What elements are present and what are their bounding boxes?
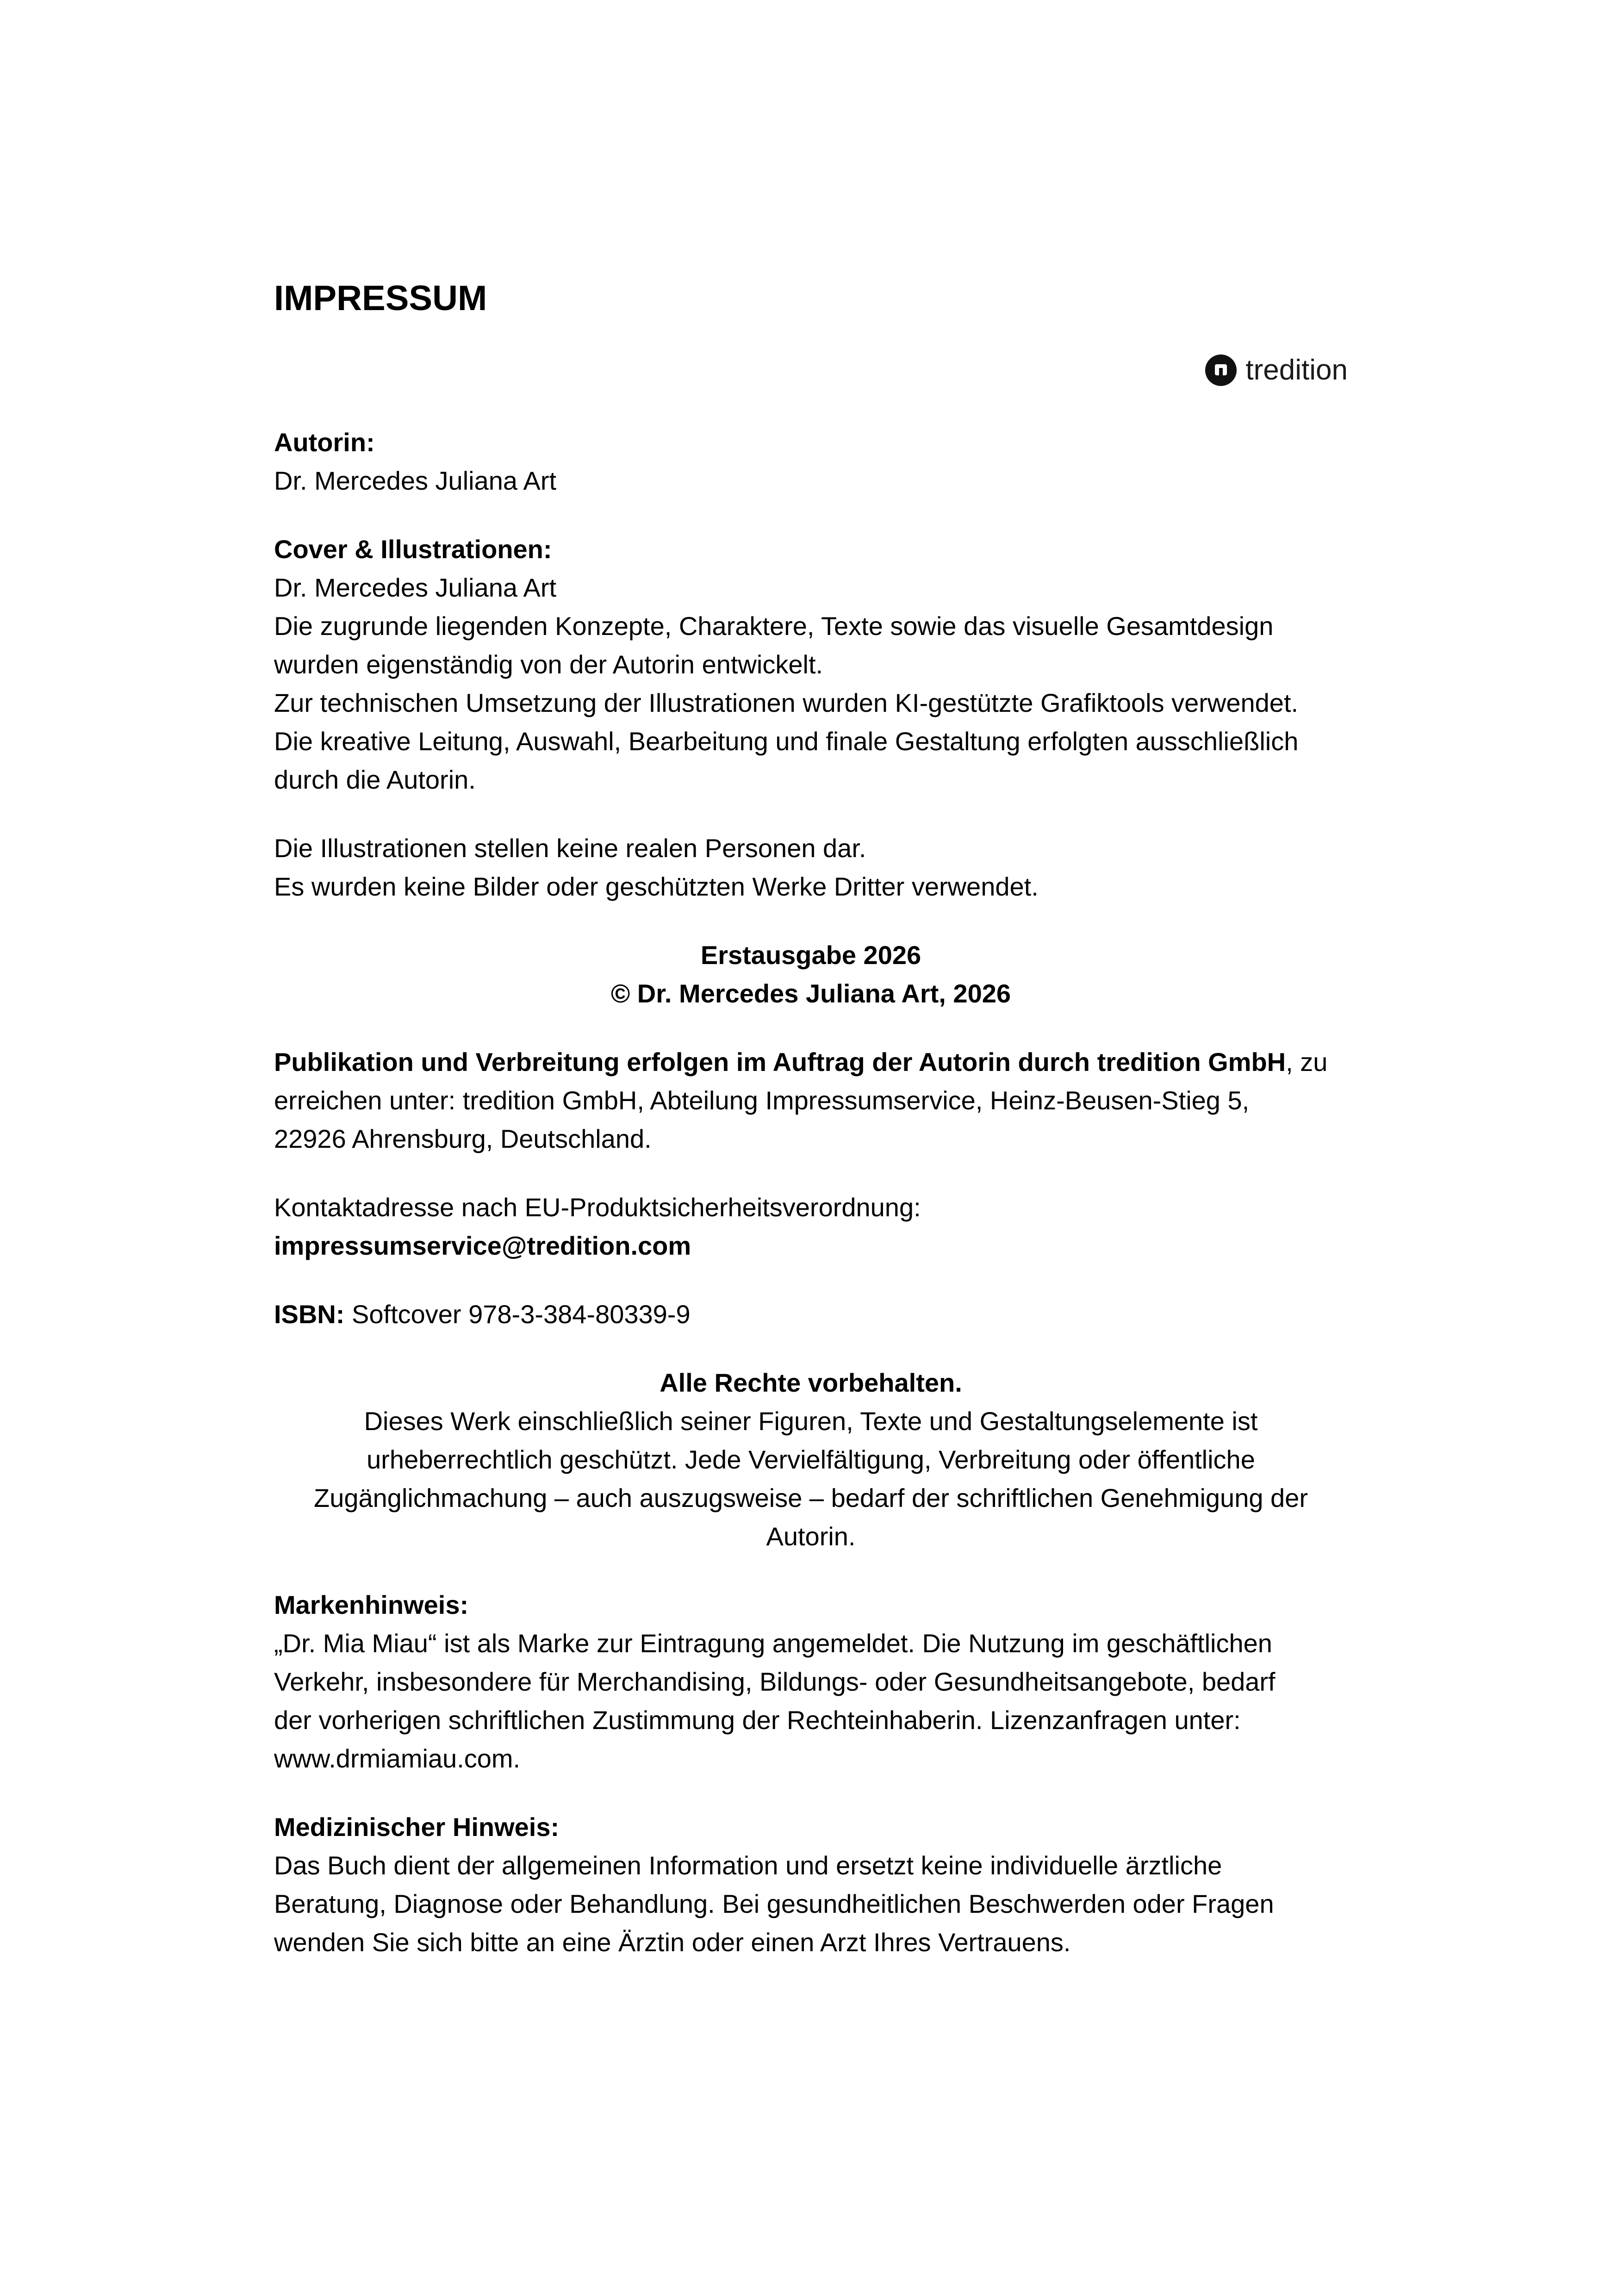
contact-label: Kontaktadresse nach EU-Produktsicherheitsverordnung: xyxy=(274,1193,921,1222)
cover-line: wurden eigenständig von der Autorin entwickelt. xyxy=(274,650,823,679)
trademark-line: der vorherigen schriftlichen Zustimmung der Rechteinhaberin. Lizenzanfragen unter: xyxy=(274,1705,1241,1735)
cover-section xyxy=(274,530,1348,799)
publication-line-rest: , zu xyxy=(1286,1047,1328,1076)
isbn-value: Softcover 978-3-384-80339-9 xyxy=(344,1300,691,1329)
rights-section xyxy=(274,1363,1348,1556)
medical-line: Das Buch dient der allgemeinen Information und ersetzt keine individuelle ärztliche xyxy=(274,1851,1222,1880)
rights-line: Autorin. xyxy=(766,1522,856,1551)
publication-line xyxy=(274,1043,1348,1081)
isbn-section xyxy=(274,1295,1348,1333)
edition-line: Erstausgabe 2026 xyxy=(700,940,921,970)
cover-line: Dr. Mercedes Juliana Art xyxy=(274,573,557,602)
trademark-line: „Dr. Mia Miau“ ist als Marke zur Eintragung angemeldet. Die Nutzung im geschäftlichen xyxy=(274,1629,1272,1658)
page-title: IMPRESSUM xyxy=(274,279,487,318)
rights-line: Zugänglichmachung – auch auszugsweise – bedarf der schriftlichen Genehmigung der xyxy=(314,1483,1308,1512)
author-label: Autorin: xyxy=(274,428,375,457)
publication-section xyxy=(274,1043,1348,1158)
medical-line: Beratung, Diagnose oder Behandlung. Bei gesundheitlichen Beschwerden oder Fragen xyxy=(274,1889,1274,1918)
isbn-label: ISBN: xyxy=(274,1300,345,1329)
illustrations-note-line: Die Illustrationen stellen keine realen Personen dar. xyxy=(274,834,866,863)
illustrations-note-line: Es wurden keine Bilder oder geschützten Werke Dritter verwendet. xyxy=(274,872,1039,901)
rights-line: urheberrechtlich geschützt. Jede Vervielfältigung, Verbreitung oder öffentliche xyxy=(367,1445,1255,1474)
publisher-logo xyxy=(1205,352,1348,389)
tredition-logo-icon xyxy=(1205,354,1237,386)
edition-section xyxy=(274,936,1348,1013)
author-section xyxy=(274,423,1348,500)
cover-line: Die zugrunde liegenden Konzepte, Charaktere, Texte sowie das visuelle Gesamtdesign xyxy=(274,611,1274,641)
rights-heading: Alle Rechte vorbehalten. xyxy=(660,1368,962,1397)
trademark-line: Verkehr, insbesondere für Merchandising, Bildungs- oder Gesundheitsangebote, bedarf xyxy=(274,1667,1276,1696)
publication-address-line: 22926 Ahrensburg, Deutschland. xyxy=(274,1124,652,1153)
trademark-line: www.drmiamiau.com. xyxy=(274,1744,521,1773)
publication-bold-text: Publikation und Verbreitung erfolgen im Auftrag der Autorin durch tredition GmbH xyxy=(274,1047,1286,1076)
cover-line: Zur technischen Umsetzung der Illustrationen wurden KI-gestützte Grafiktools verwendet. xyxy=(274,688,1299,717)
document-page xyxy=(274,0,1348,2296)
contact-email: impressumservice@tredition.com xyxy=(274,1231,691,1260)
publication-address-line: erreichen unter: tredition GmbH, Abteilung Impressumservice, Heinz-Beusen-Stieg 5, xyxy=(274,1086,1250,1115)
isbn-line xyxy=(274,1295,1348,1333)
cover-label: Cover & Illustrationen: xyxy=(274,535,552,564)
trademark-label: Markenhinweis: xyxy=(274,1590,469,1619)
cover-line: Die kreative Leitung, Auswahl, Bearbeitung und finale Gestaltung erfolgten ausschließlich xyxy=(274,727,1299,756)
medical-line: wenden Sie sich bitte an eine Ärztin oder einen Arzt Ihres Vertrauens. xyxy=(274,1928,1071,1957)
medical-section xyxy=(274,1808,1348,1961)
author-name: Dr. Mercedes Juliana Art xyxy=(274,466,557,495)
copyright-line: © Dr. Mercedes Juliana Art, 2026 xyxy=(610,979,1011,1008)
publisher-logo-text: tredition xyxy=(1245,354,1348,386)
rights-line: Dieses Werk einschließlich seiner Figuren, Texte und Gestaltungselemente ist xyxy=(364,1406,1258,1436)
contact-section xyxy=(274,1188,1348,1265)
illustrations-note-section xyxy=(274,829,1348,906)
trademark-section xyxy=(274,1586,1348,1778)
imprint-content xyxy=(274,423,1348,1991)
cover-line: durch die Autorin. xyxy=(274,765,476,794)
medical-label: Medizinischer Hinweis: xyxy=(274,1812,560,1842)
